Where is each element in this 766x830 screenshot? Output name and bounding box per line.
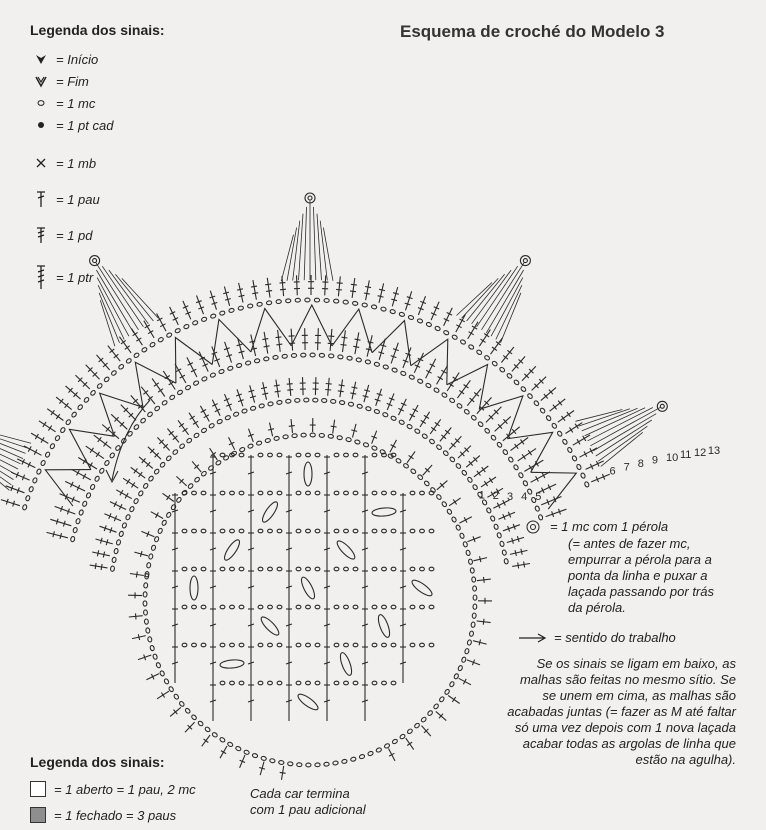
legend-heading: Legenda dos sinais:	[30, 22, 165, 38]
row-end-note	[250, 786, 366, 818]
page-title: Esquema de croché do Modelo 3	[400, 22, 665, 41]
join-note-line: só uma vez depois com 1 nova laçada	[514, 720, 736, 735]
double-bar-icon	[30, 226, 52, 244]
row-number-label: 13	[707, 445, 721, 458]
legend-item-slip	[30, 114, 113, 136]
legend-label: = 1 pt cad	[56, 117, 114, 133]
direction-note-label: = sentido do trabalho	[554, 630, 676, 645]
row-number-label: 2	[492, 490, 499, 503]
pearl-note-line: (= antes de fazer mc,	[568, 536, 691, 551]
pearl-note-line: da pérola.	[568, 600, 626, 615]
legend-item-chain	[30, 92, 113, 114]
legend-item-start	[30, 48, 113, 70]
join-note-line: acabar todas as argolas de linha que	[522, 736, 736, 751]
row-number-label: 4	[521, 491, 528, 503]
filled-square-icon	[30, 807, 46, 823]
legend-label: = Fim	[56, 73, 89, 89]
legend-item-treble	[30, 224, 113, 246]
legend-label: = 1 mc	[56, 95, 96, 111]
row-number-label: 11	[680, 449, 692, 462]
join-note	[507, 656, 736, 768]
open-square-icon	[30, 781, 46, 797]
start-arrow-icon	[30, 52, 52, 66]
legend-item-filled-mesh	[30, 802, 196, 828]
triple-bar-icon	[30, 264, 52, 290]
legend-label: = 1 mb	[56, 155, 97, 171]
legend-label: = 1 fechado = 3 paus	[54, 807, 177, 823]
legend-label: = Início	[56, 51, 99, 67]
row-number-label: 1	[478, 489, 485, 502]
legend-label: = 1 aberto = 1 pau, 2 mc	[54, 781, 196, 797]
legend-item-open-mesh	[30, 776, 196, 802]
legend-item-end	[30, 70, 113, 92]
row-number-label: 7	[623, 461, 630, 474]
join-note-line: se unem em cima, as malhas são	[542, 688, 736, 703]
pearl-note-line: laçada passando por trás	[568, 584, 714, 599]
join-note-line: acabadas juntas (= fazer as M até faltar	[507, 704, 736, 719]
pearl-note	[524, 518, 714, 616]
join-note-line: estão na agulha).	[635, 752, 736, 767]
legend-item-single	[30, 152, 113, 174]
row-number-label: 8	[637, 457, 644, 470]
end-arrow-icon	[30, 74, 52, 88]
legend-item-double	[30, 188, 113, 210]
direction-note	[518, 630, 676, 646]
filled-dot-icon	[30, 118, 52, 132]
pearl-note-line: ponta da linha e puxar a	[568, 568, 708, 583]
row-number-label: 3	[507, 490, 514, 503]
row-number-label: 10	[666, 451, 679, 464]
single-bar-icon	[30, 190, 52, 208]
join-note-line: Se os sinais se ligam em baixo, as	[536, 656, 736, 671]
open-circle-icon	[30, 96, 52, 110]
symbol-legend	[30, 48, 113, 292]
row-end-note-line: Cada car termina	[250, 786, 350, 801]
legend-item-triple	[30, 262, 113, 292]
row-number-label: 5	[535, 491, 542, 503]
legend-label: = 1 pd	[56, 227, 93, 243]
cross-icon	[30, 156, 52, 170]
row-end-note-line: com 1 pau adicional	[250, 802, 366, 817]
pearl-note-label: = 1 mc com 1 pérola	[550, 519, 669, 534]
row-number-label: 6	[609, 465, 616, 478]
row-number-label: 12	[694, 447, 707, 460]
bottom-legend-heading: Legenda dos sinais:	[30, 754, 165, 770]
pearl-chain-icon	[524, 518, 542, 536]
row-number-label: 9	[651, 454, 659, 467]
direction-arrow-icon	[518, 632, 548, 644]
join-note-line: malhas são feitas no mesmo sítio. Se	[519, 672, 736, 687]
legend-label: = 1 ptr	[56, 269, 94, 285]
mesh-legend	[30, 776, 196, 828]
pearl-note-line: empurrar a pérola para a	[568, 552, 712, 567]
legend-label: = 1 pau	[56, 191, 100, 207]
